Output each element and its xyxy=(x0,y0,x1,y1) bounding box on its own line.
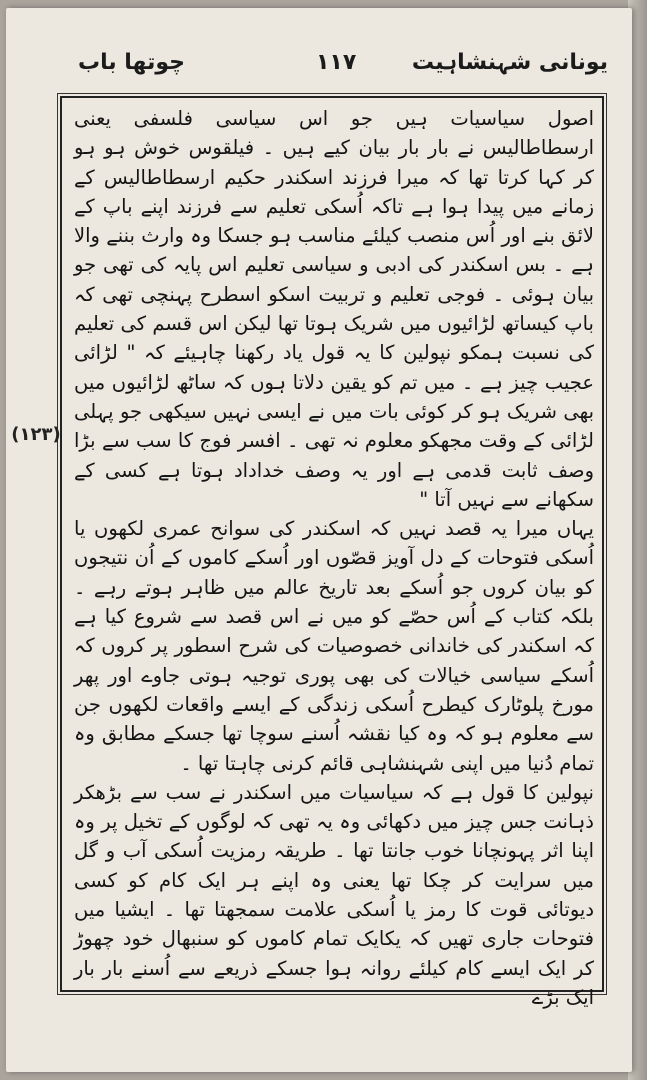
page-number: ۱۱۷ xyxy=(316,50,357,75)
book-title: یونانی شہنشاہیت xyxy=(411,50,608,75)
body-text xyxy=(74,104,594,1012)
paragraph-2: یہاں میرا یہ قصد نہیں کہ اسکندر کی سوانح عمری لکھوں یا اُسکی فتوحات کے دل آویز قصّوں اور اُسکے کاموں کے اُن نتیجوں کو بیان کروں جو اُسکے بعد تاریخ عالم میں ظاہر ہوتے رہے ۔ بلکہ کتاب کے اُس حصّے کو میں نے اس قصد سے شروع کیا ہے کہ اسکندر کی خاندانی خصوصیات کی شرح اسطور پر کروں کہ اُسکے سیاسی خیالات کی بھی پوری توجیہ ہوتی جاوے اور پھر مورخ پلوٹارک کیطرح اُسکی زندگی کے ایسے واقعات لکھوں جن سے معلوم ہو کہ وہ کیا نقشہ اُسنے سوچا تھا جسکے مطابق وہ تمام دُنیا میں اپنی شہنشاہی قائم کرنی چاہتا تھا ۔ xyxy=(74,517,594,775)
chapter-title: چوتھا باب xyxy=(78,50,185,75)
paragraph-1: اصول سیاسیات ہیں جو اس سیاسی فلسفی یعنی ارسطاطالیس نے بار بار بیان کیے ہیں ۔ فیلقوس خوش ہو ہو کر کہا کرتا تھا کہ میرا فرزند اسکندر حکیم ارسطاطالیس کے زمانے میں پیدا ہوا ہے تاکہ اُسکی تعلیم سے فرزند اپنے باپ کے لائق بنے اور اُس منصب کیلئے مناسب ہو جسکا وہ وارث بننے والا ہے ۔ بس اسکندر کی ادبی و سیاسی تعلیم اس پایہ کی تھی جو بیان ہوئی ۔ فوجی تعلیم و تربیت اسکو اسطرح پہنچی تھی کہ باپ کیساتھ لڑائیوں میں شریک ہوتا تھا لیکن اس قسم کی تعلیم کی نسبت ہمکو نپولین کا یہ قول یاد رکھنا چاہیئے کہ " لڑائی عجیب چیز ہے ۔ میں تم کو یقین دلاتا ہوں کہ ساٹھ لڑائیوں میں بھی شریک ہو کر کوئی بات میں نے ایسی نہیں سیکھی جو پہلی لڑائی کے وقت مجھکو معلوم نہ تھی ۔ افسر فوج کا سب سے بڑا وصف ثابت قدمی ہے اور یہ وصف خداداد ہوتا ہے کسی کے سکھانے سے نہیں آتا " xyxy=(74,107,594,511)
margin-page-reference: (۱۲۳) xyxy=(11,424,61,445)
paragraph-3: نپولین کا قول ہے کہ سیاسیات میں اسکندر نے سب سے بڑھکر ذہانت جس چیز میں دکھائی وہ یہ تھی کہ لوگوں کے تخیل پر وہ اپنا اثر پہونچانا خوب جانتا تھا ۔ طریقہ رمزیت اُسکی آب و گل میں سرایت کر چکا تھا یعنی وہ اپنے ہر ایک کام کو کسی دیوتائی قوت کا رمز یا اُسکی علامت سمجھتا تھا ۔ ایشیا میں فتوحات جاری تھیں کہ یکایک تمام کاموں کو سنبھال خود چھوڑ کر ایک ایسے کام کیلئے روانہ ہوا جسکے ذریعے سے اُسنے بار بار ایک بڑے xyxy=(74,780,594,1009)
running-header xyxy=(48,50,618,90)
